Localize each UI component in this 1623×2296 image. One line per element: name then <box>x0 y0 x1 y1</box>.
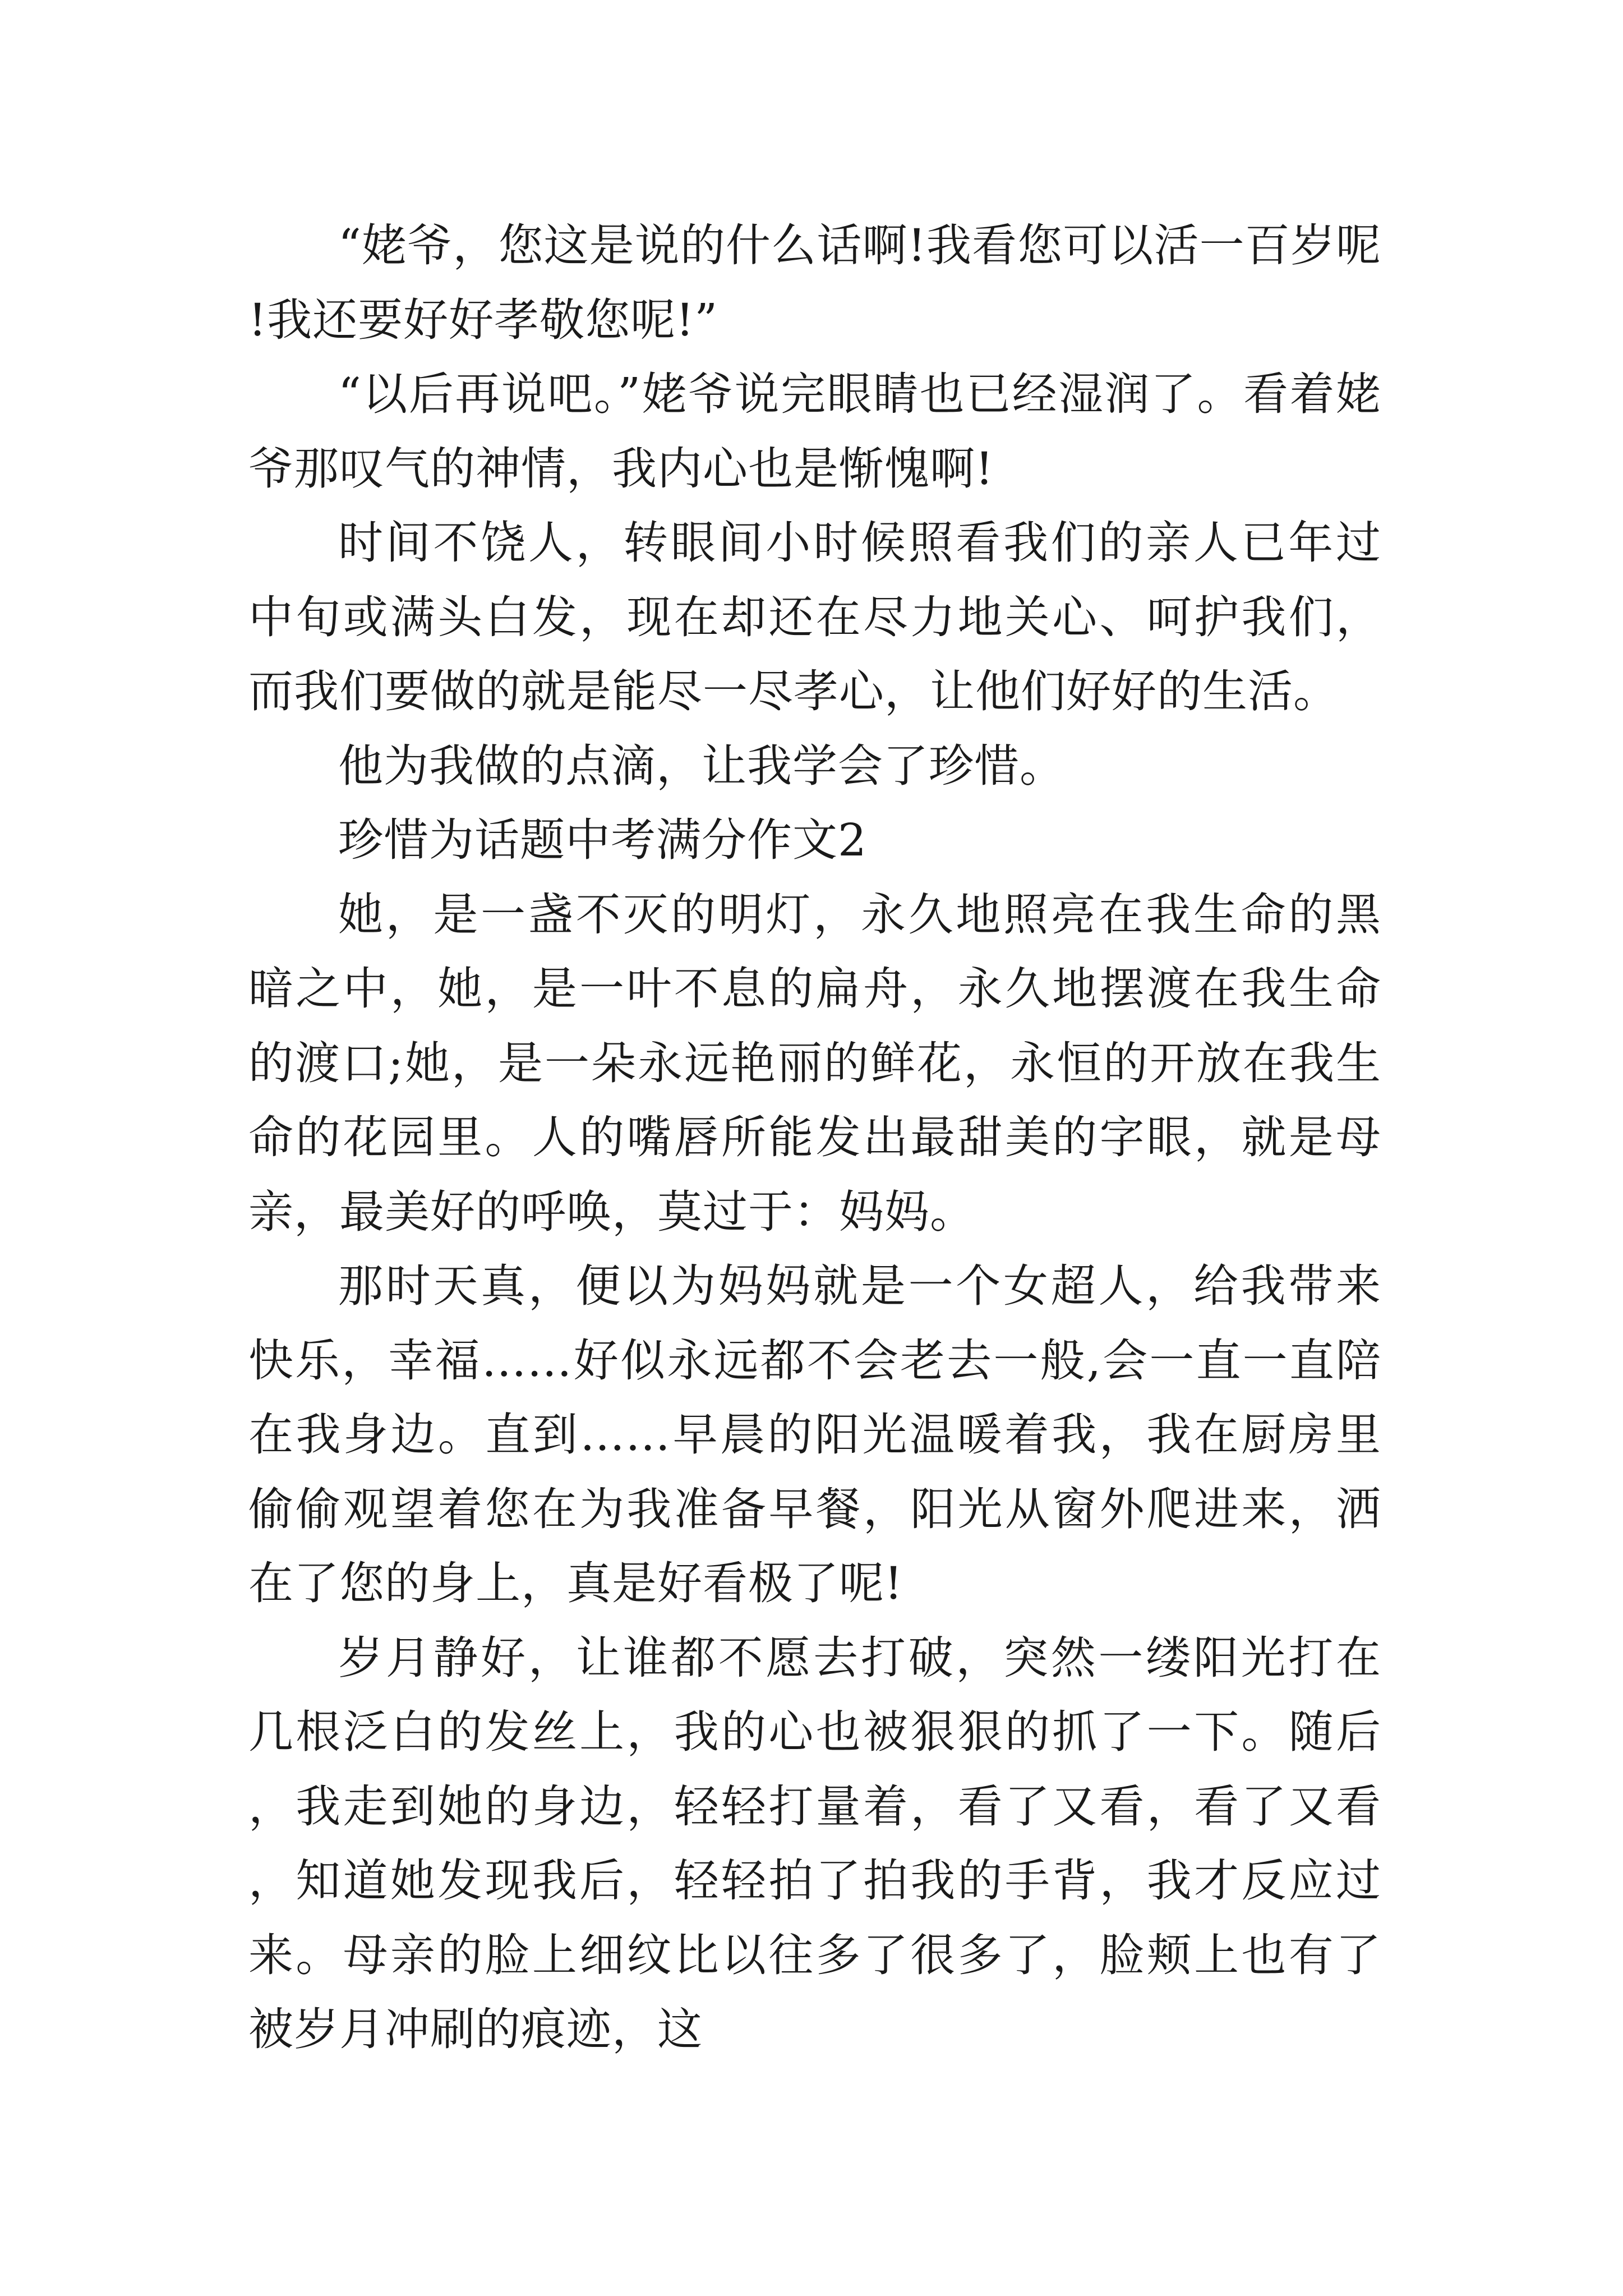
paragraph: 他为我做的点滴，让我学会了珍惜。 <box>338 739 1065 792</box>
paragraph: “姥爷，您这是说的什么话啊!我看您可以活一百岁呢!我还要好好孝敬您呢!” <box>248 219 1381 346</box>
paragraph: 岁月静好，让谁都不愿去打破，突然一缕阳光打在几根泛白的发丝上，我的心也被狠狠的抓了一下。随后，我走到她的身边，轻轻打量着，看了又看，看了又看，知道她发现我后，轻轻拍了拍我的手背，我才反应过来。母亲的脸上细纹比以往多了很多了，脸颊上也有了被岁月冲刷的痕迹，这 <box>248 1631 1381 2055</box>
section-heading: 珍惜为话题中考满分作文2 <box>338 814 867 866</box>
paragraph: 那时天真，便以为妈妈就是一个女超人，给我带来快乐，幸福……好似永远都不会老去一般,会一直一直陪在我身边。直到……早晨的阳光温暖着我，我在厨房里偷偷观望着您在为我准备早餐，阳光从窗外爬进来，洒在了您的身上，真是好看极了呢! <box>248 1260 1381 1609</box>
document-body <box>248 209 1381 2067</box>
paragraph: “以后再说吧。”姥爷说完眼睛也已经湿润了。看着姥爷那叹气的神情，我内心也是惭愧啊! <box>248 368 1381 495</box>
paragraph: 她，是一盏不灭的明灯，永久地照亮在我生命的黑暗之中，她，是一叶不息的扁舟，永久地摆渡在我生命的渡口;她，是一朵永远艳丽的鲜花，永恒的开放在我生命的花园里。人的嘴唇所能发出最甜美的字眼，就是母亲，最美好的呼唤，莫过于：妈妈。 <box>248 888 1381 1238</box>
paragraph: 时间不饶人，转眼间小时候照看我们的亲人已年过中旬或满头白发，现在却还在尽力地关心、呵护我们，而我们要做的就是能尽一尽孝心，让他们好好的生活。 <box>248 517 1381 717</box>
